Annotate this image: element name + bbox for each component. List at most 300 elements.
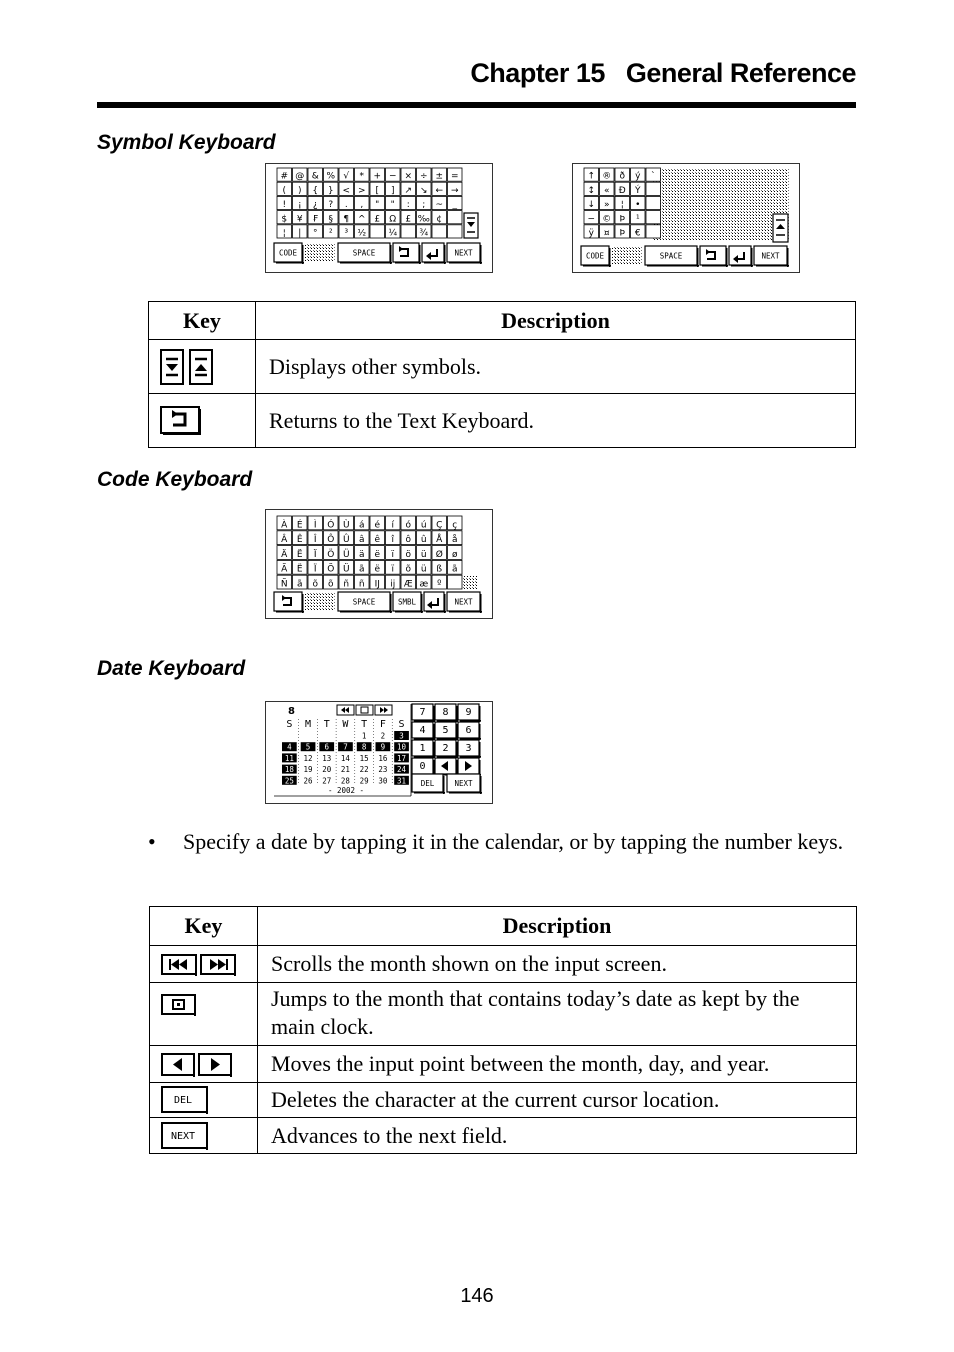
symbol-key[interactable]: [339, 211, 354, 225]
code-key[interactable]: [386, 546, 401, 560]
code-key[interactable]: [324, 546, 339, 560]
code-key[interactable]: [370, 560, 385, 574]
code-key-label: ĳ: [390, 579, 396, 590]
number-key[interactable]: [435, 740, 458, 758]
symbol-key[interactable]: [631, 168, 646, 182]
symbol-key[interactable]: [432, 225, 447, 238]
symbol-key-label: ½: [357, 228, 367, 239]
symbol-key[interactable]: [308, 196, 323, 210]
symbol-key[interactable]: [417, 211, 432, 225]
scroll-down-button[interactable]: [464, 213, 478, 238]
next-button[interactable]: [447, 774, 482, 794]
symbol-key[interactable]: [448, 211, 463, 224]
symbol-key[interactable]: [277, 168, 292, 182]
number-key[interactable]: [458, 740, 481, 758]
symbol-key-label: <: [342, 185, 351, 196]
left-arrow-button[interactable]: [435, 758, 458, 776]
calendar-day-label: 8: [361, 742, 367, 752]
table-row: [150, 983, 857, 1046]
code-key-label: ï: [391, 564, 395, 575]
next-button[interactable]: [447, 243, 482, 264]
symbol-keyboard-heading: Symbol Keyboard: [97, 131, 276, 154]
code-key[interactable]: [448, 531, 463, 545]
code-key[interactable]: [293, 531, 308, 545]
symbol-keyboard-page1: [266, 164, 492, 272]
code-key[interactable]: [370, 575, 385, 589]
code-key[interactable]: [355, 575, 370, 589]
symbol-key[interactable]: [646, 211, 661, 224]
symbol-key-label: ²: [328, 228, 333, 239]
symbol-key[interactable]: [432, 196, 447, 210]
calendar-day[interactable]: [282, 742, 297, 752]
number-key-label: 1: [419, 743, 426, 754]
calendar-day-label: 16: [378, 753, 388, 763]
symbol-key-label: »: [603, 200, 610, 211]
number-key-label: 2: [442, 743, 449, 754]
symbol-key[interactable]: [448, 168, 463, 182]
code-key[interactable]: [308, 531, 323, 545]
code-key[interactable]: [355, 560, 370, 574]
calendar-day[interactable]: [322, 765, 332, 774]
symbol-key[interactable]: [339, 196, 354, 210]
symbol-key[interactable]: [615, 196, 630, 210]
code-key-label: ç: [452, 520, 458, 531]
symbol-key-label: €: [634, 228, 641, 239]
month-back-button[interactable]: [337, 705, 354, 715]
code-key[interactable]: [386, 516, 401, 530]
code-key[interactable]: [277, 575, 292, 589]
scroll-up-button[interactable]: [773, 214, 788, 242]
code-key-label: Î: [313, 535, 317, 546]
right-arrow-button[interactable]: [458, 758, 481, 776]
symbol-key[interactable]: [615, 211, 630, 225]
calendar-day[interactable]: [394, 765, 409, 775]
enter-button[interactable]: [424, 592, 446, 613]
symbol-key[interactable]: [293, 196, 308, 210]
code-button-label: CODE: [278, 248, 298, 258]
symbol-key[interactable]: [324, 196, 339, 210]
symbol-key[interactable]: [324, 168, 339, 182]
code-key[interactable]: [417, 575, 432, 589]
symbol-key-label: ¥: [296, 214, 303, 225]
symbol-key-label: =: [450, 171, 459, 182]
next-button[interactable]: [447, 592, 482, 613]
symbol-key-label: |: [298, 228, 302, 239]
code-key[interactable]: [448, 560, 463, 574]
symbol-key-label: §: [328, 214, 333, 225]
code-key[interactable]: [339, 575, 354, 589]
symbol-key[interactable]: [600, 211, 615, 225]
hatched-cell: [463, 576, 477, 589]
table-row: [149, 394, 856, 448]
symbol-key-label: ×: [404, 171, 413, 182]
symbol-key-label: ð: [619, 171, 626, 182]
code-key[interactable]: [432, 516, 447, 530]
calendar-day-label: 26: [303, 776, 313, 786]
code-key[interactable]: [432, 546, 447, 560]
code-key[interactable]: [386, 560, 401, 574]
symbol-key[interactable]: [386, 211, 401, 225]
bullet-text: Specify a date by tapping it in the calendar, or by tapping the number keys.: [183, 829, 844, 854]
symbol-key-label: ¤: [603, 228, 610, 239]
code-key-label: ñ: [343, 579, 350, 590]
symbol-key[interactable]: [417, 225, 432, 239]
code-key[interactable]: [293, 560, 308, 574]
code-key-label: ñ: [358, 579, 365, 590]
symbol-key[interactable]: [293, 211, 308, 225]
code-key[interactable]: [324, 575, 339, 589]
calendar-day[interactable]: [394, 776, 409, 786]
calendar-day[interactable]: [304, 765, 313, 774]
calendar-day-label: 28: [340, 776, 350, 786]
enter-button[interactable]: [422, 243, 446, 264]
calendar-day[interactable]: [304, 776, 314, 785]
symbol-keyboard-page2: [573, 164, 799, 272]
calendar-day[interactable]: [394, 753, 409, 763]
number-key[interactable]: [458, 704, 481, 722]
code-key[interactable]: [386, 531, 401, 545]
symbol-key[interactable]: [277, 196, 292, 210]
code-key[interactable]: [401, 546, 416, 560]
calendar-day[interactable]: [341, 754, 351, 763]
space-button[interactable]: [338, 243, 392, 264]
code-key[interactable]: [339, 531, 354, 545]
symbol-key[interactable]: [417, 168, 432, 182]
hatched-area: [305, 243, 335, 262]
symbol-key[interactable]: [339, 168, 354, 182]
code-key[interactable]: [401, 531, 416, 545]
number-key-label: 0: [419, 761, 426, 772]
return-button[interactable]: [393, 243, 421, 264]
symbol-key[interactable]: [401, 211, 416, 225]
calendar-day[interactable]: [322, 754, 331, 763]
symbol-key[interactable]: [370, 182, 385, 196]
return-button[interactable]: [274, 592, 304, 613]
code-key[interactable]: [324, 516, 339, 530]
symbol-key[interactable]: [448, 182, 463, 196]
symbol-key-label: ↓: [587, 200, 596, 211]
weekday-label: T: [323, 719, 330, 730]
code-key[interactable]: [308, 575, 323, 589]
symbol-key-label: ←: [435, 185, 444, 196]
symbol-key[interactable]: [308, 182, 323, 196]
description-cell: Displays other symbols.: [256, 340, 856, 394]
symbol-key-label: :: [406, 200, 410, 211]
next-button-label: NEXT: [454, 248, 473, 258]
symbol-key[interactable]: [293, 168, 308, 182]
code-key-label: ü: [420, 549, 427, 560]
symbol-key-label: Ω: [389, 214, 397, 225]
calendar-day[interactable]: [282, 753, 297, 763]
symbol-key[interactable]: [370, 196, 385, 210]
code-key[interactable]: [448, 546, 463, 560]
calendar-day[interactable]: [341, 776, 351, 785]
symbol-key[interactable]: [355, 211, 370, 225]
symbol-key-label: ₣: [312, 214, 319, 225]
symbol-key[interactable]: [600, 182, 615, 196]
calendar-day[interactable]: [304, 754, 313, 763]
number-key[interactable]: [412, 758, 435, 776]
code-key[interactable]: [277, 560, 292, 574]
calendar-day[interactable]: [378, 765, 387, 774]
symbol-key[interactable]: [308, 225, 323, 239]
symbol-key[interactable]: [417, 196, 432, 210]
code-key-label: ã: [451, 564, 458, 575]
symbol-key-label: ¦: [282, 228, 286, 239]
symbol-key[interactable]: [631, 225, 646, 239]
symbol-key-label: ¿: [312, 200, 318, 211]
symbol-key[interactable]: [631, 196, 646, 210]
code-key[interactable]: [277, 546, 292, 560]
code-key[interactable]: [432, 531, 447, 545]
code-key-label: Ì: [313, 520, 317, 531]
code-key[interactable]: [293, 516, 308, 530]
symbol-key[interactable]: [417, 182, 432, 196]
calendar-day[interactable]: [282, 776, 297, 786]
calendar-day[interactable]: [319, 742, 334, 752]
code-key[interactable]: [370, 546, 385, 560]
code-key[interactable]: [401, 516, 416, 530]
calendar-day[interactable]: [360, 754, 369, 763]
symbol-key[interactable]: [646, 168, 661, 182]
code-key[interactable]: [339, 560, 354, 574]
calendar-day-label: 4: [287, 742, 292, 752]
code-key[interactable]: [308, 516, 323, 530]
number-key-label: 7: [419, 707, 426, 718]
next-button-label: NEXT: [454, 779, 473, 788]
symbol-key-label: ?: [328, 200, 334, 211]
symbol-key[interactable]: [370, 168, 385, 182]
code-key-label: ã: [296, 579, 303, 590]
del-button[interactable]: [412, 774, 445, 794]
calendar-day[interactable]: [338, 742, 353, 752]
code-key[interactable]: [277, 516, 292, 530]
calendar-day[interactable]: [301, 742, 316, 752]
return-button[interactable]: [700, 246, 728, 267]
code-button-label: CODE: [585, 251, 605, 261]
symbol-key[interactable]: [615, 182, 630, 196]
calendar-day[interactable]: [381, 732, 386, 741]
symbol-key[interactable]: [277, 182, 292, 196]
code-key-label: Ó: [327, 520, 335, 531]
symbol-key[interactable]: [308, 211, 323, 225]
number-key[interactable]: [412, 740, 435, 758]
symbol-key[interactable]: [584, 196, 599, 210]
weekday-label: T: [361, 719, 368, 730]
symbol-key-label: ÷: [419, 171, 428, 182]
symbol-key[interactable]: [584, 182, 599, 196]
symbol-key[interactable]: [646, 182, 661, 195]
symbol-button[interactable]: [393, 592, 423, 613]
symbol-key[interactable]: [401, 182, 416, 196]
code-key[interactable]: [355, 531, 370, 545]
number-key[interactable]: [412, 704, 435, 722]
left-arrow-icon: [161, 1052, 235, 1078]
symbol-key[interactable]: [600, 196, 615, 210]
code-key[interactable]: [401, 575, 416, 589]
symbol-key-label: Þ: [619, 214, 625, 225]
number-key[interactable]: [458, 722, 481, 740]
code-key-label: ü: [420, 564, 427, 575]
symbol-key-label: ↕: [587, 185, 596, 196]
symbol-key[interactable]: [370, 211, 385, 225]
symbol-key[interactable]: [584, 225, 599, 239]
symbol-key[interactable]: [277, 211, 292, 225]
code-key[interactable]: [355, 546, 370, 560]
symbol-keyboard-page2-screen: [572, 163, 800, 273]
symbol-key-label: Þ: [619, 228, 625, 239]
symbol-key[interactable]: [386, 196, 401, 210]
code-key[interactable]: [324, 560, 339, 574]
code-key[interactable]: [370, 531, 385, 545]
calendar-day[interactable]: [378, 754, 388, 763]
code-key[interactable]: [339, 516, 354, 530]
symbol-key[interactable]: [615, 225, 630, 239]
symbol-key[interactable]: [432, 211, 447, 225]
symbol-key-label: ¦: [620, 200, 624, 211]
symbol-key[interactable]: [401, 196, 416, 210]
calendar-day[interactable]: [362, 732, 367, 741]
code-key[interactable]: [448, 516, 463, 530]
symbol-key-label: ,: [360, 200, 364, 211]
code-key[interactable]: [370, 516, 385, 530]
number-key[interactable]: [435, 704, 458, 722]
symbol-key[interactable]: [646, 196, 661, 209]
symbol-key-label: ¢: [436, 214, 443, 225]
symbol-key[interactable]: [432, 182, 447, 196]
symbol-key[interactable]: [401, 225, 416, 238]
code-key[interactable]: [417, 560, 432, 574]
symbol-key[interactable]: [615, 168, 630, 182]
symbol-key[interactable]: [600, 168, 615, 182]
code-key-label: ß: [436, 564, 443, 575]
symbol-key[interactable]: [293, 225, 308, 239]
number-key[interactable]: [435, 722, 458, 740]
scroll-up-icon: [190, 350, 212, 384]
symbol-key[interactable]: [401, 168, 416, 182]
symbol-key[interactable]: [448, 225, 463, 238]
symbol-key-label: •: [635, 200, 641, 211]
symbol-key[interactable]: [600, 225, 615, 239]
symbol-key[interactable]: [448, 196, 463, 210]
code-key-label: Ê: [296, 535, 303, 546]
code-key[interactable]: [293, 575, 308, 589]
calendar-day[interactable]: [357, 742, 372, 752]
symbol-key-label: ↘: [419, 185, 428, 196]
calendar-day-label: 29: [359, 776, 369, 786]
number-key-label: 3: [465, 743, 472, 754]
symbol-key[interactable]: [432, 168, 447, 182]
symbol-key-label: .: [344, 200, 348, 211]
code-key[interactable]: [417, 516, 432, 530]
code-key-label: Ĳ: [374, 579, 380, 590]
calendar-day[interactable]: [360, 776, 369, 785]
key-column-header: Key: [149, 302, 256, 340]
code-key[interactable]: [277, 531, 292, 545]
symbol-key[interactable]: [324, 225, 339, 239]
calendar-day[interactable]: [394, 731, 409, 741]
symbol-key[interactable]: [631, 182, 646, 196]
code-key[interactable]: [401, 560, 416, 574]
symbol-key[interactable]: [386, 182, 401, 196]
symbol-key[interactable]: [324, 211, 339, 225]
code-button[interactable]: [274, 243, 304, 264]
symbol-key[interactable]: [386, 225, 401, 239]
symbol-key-label: √: [343, 171, 350, 182]
symbol-key[interactable]: [631, 211, 646, 225]
symbol-key[interactable]: [646, 225, 661, 238]
code-key-label: Ï: [313, 564, 317, 575]
symbol-key[interactable]: [355, 182, 370, 196]
key-cell: [150, 1083, 258, 1118]
space-button[interactable]: [338, 592, 392, 613]
symbol-key-label: ¶: [343, 214, 350, 225]
symbol-key[interactable]: [355, 168, 370, 182]
code-key-label: Ë: [296, 564, 303, 575]
symbol-key-label: +: [373, 171, 382, 182]
symbol-key[interactable]: [370, 225, 385, 238]
number-key[interactable]: [412, 722, 435, 740]
code-key[interactable]: [386, 575, 401, 589]
symbol-key[interactable]: [293, 182, 308, 196]
symbol-key[interactable]: [386, 168, 401, 182]
symbol-key[interactable]: [324, 182, 339, 196]
symbol-key-label: «: [603, 185, 610, 196]
symbol-key-label: ^: [357, 214, 366, 225]
calendar-day[interactable]: [282, 765, 297, 775]
code-button[interactable]: [581, 246, 611, 267]
code-key[interactable]: [448, 575, 463, 589]
code-key-label: õ: [312, 579, 319, 590]
code-key[interactable]: [355, 516, 370, 530]
next-button[interactable]: [754, 246, 789, 267]
calendar-day[interactable]: [341, 765, 350, 774]
calendar-day[interactable]: [360, 765, 369, 774]
space-button-label: SPACE: [659, 251, 683, 261]
calendar-day[interactable]: [394, 742, 409, 752]
symbol-key[interactable]: [584, 211, 599, 225]
code-key[interactable]: [417, 546, 432, 560]
symbol-key[interactable]: [277, 225, 292, 239]
code-key[interactable]: [417, 531, 432, 545]
symbol-key-label: {: [312, 185, 319, 196]
calendar-day[interactable]: [376, 742, 391, 752]
calendar-day[interactable]: [322, 776, 331, 785]
symbol-key[interactable]: [355, 225, 370, 239]
key-column-header: Key: [150, 907, 258, 946]
today-button[interactable]: [356, 705, 373, 715]
code-key[interactable]: [293, 546, 308, 560]
symbol-keyboard-page1-screen: [265, 163, 493, 273]
symbol-key[interactable]: [339, 182, 354, 196]
symbol-key[interactable]: [308, 168, 323, 182]
code-key[interactable]: [432, 560, 447, 574]
code-key[interactable]: [339, 546, 354, 560]
calendar-day[interactable]: [378, 776, 388, 785]
code-key[interactable]: [308, 546, 323, 560]
calendar-day-label: 24: [397, 765, 407, 775]
code-key[interactable]: [308, 560, 323, 574]
symbol-key[interactable]: [355, 196, 370, 210]
code-key[interactable]: [432, 575, 447, 589]
space-button[interactable]: [645, 246, 699, 267]
enter-button[interactable]: [729, 246, 753, 267]
symbol-key[interactable]: [584, 168, 599, 182]
next-button-label: NEXT: [761, 251, 780, 261]
symbol-key[interactable]: [339, 225, 354, 239]
month-forward-button[interactable]: [375, 705, 392, 715]
code-key[interactable]: [324, 531, 339, 545]
